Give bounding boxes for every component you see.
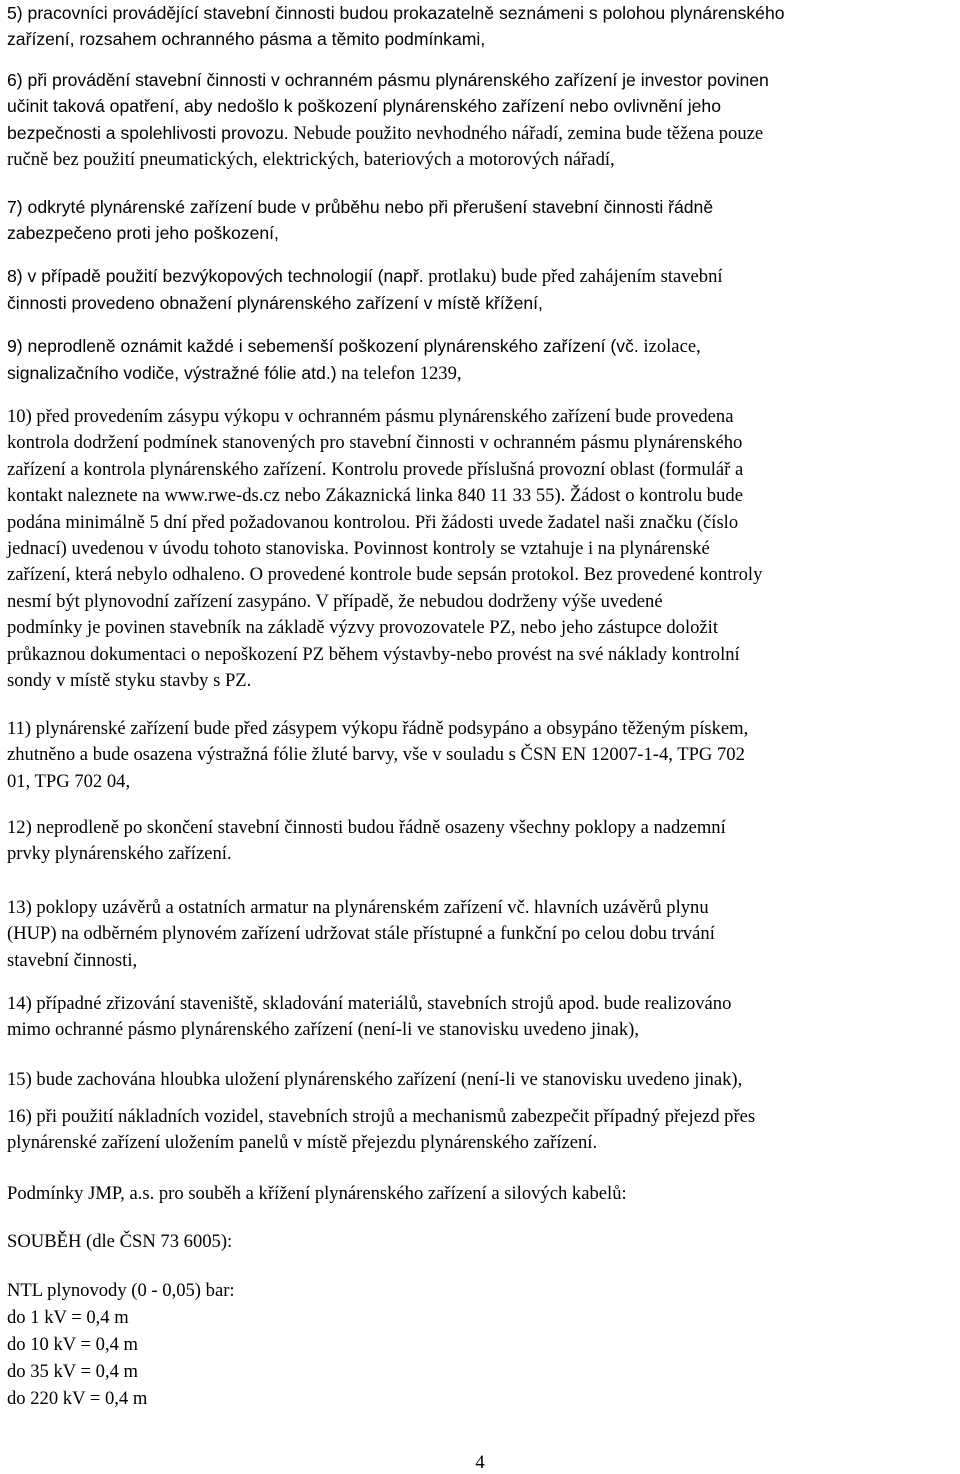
paragraph-line: podmínky je povinen stavebník na základě výzvy provozovatele PZ, nebo jeho zástupce doložit: [7, 617, 719, 639]
paragraph-11: [7, 716, 748, 795]
paragraph-line: zhutněno a bude osazena výstražná fólie žluté barvy, vše v souladu s ČSN EN 12007-1-4, TPG 702: [7, 744, 745, 766]
paragraph-text: na telefon 1239,: [336, 363, 462, 385]
paragraph-14: [7, 991, 731, 1044]
ntl-item: do 1 kV = 0,4 m: [7, 1307, 129, 1328]
paragraph-10: [7, 404, 762, 694]
paragraph-line: plynárenské zařízení uložením panelů v místě přejezdu plynárenského zařízení.: [7, 1132, 598, 1154]
paragraph-line: zařízení, rozsahem ochranného pásma a těmito podmínkami,: [7, 29, 486, 50]
paragraph-line: 6) při provádění stavební činnosti v ochranném pásmu plynárenského zařízení je investor povinen: [7, 70, 769, 90]
paragraph-6: [7, 67, 769, 174]
paragraph-line: 13) poklopy uzávěrů a ostatních armatur na plynárenském zařízení vč. hlavních uzávěrů plynu: [7, 897, 709, 918]
heading-text: SOUBĚH (dle ČSN 73 6005):: [7, 1231, 233, 1252]
paragraph-line: 16) při použití nákladních vozidel, stavebních strojů a mechanismů zabezpečit případný přejezd přes: [7, 1106, 756, 1127]
ntl-item: do 35 kV = 0,4 m: [7, 1361, 139, 1382]
paragraph-text: Nebude použito nevhodného nářadí, zemina bude těžena pouze: [288, 122, 764, 144]
page-number: 4: [475, 1452, 485, 1473]
paragraph-line: 7) odkryté plynárenské zařízení bude v průběhu nebo při přerušení stavební činnosti řádně: [7, 197, 714, 217]
paragraph-line: ručně bez použití pneumatických, elektrických, bateriových a motorových nářadí,: [7, 149, 615, 171]
ntl-item: do 220 kV = 0,4 m: [7, 1388, 148, 1409]
paragraph-line: sondy v místě styku stavby s PZ.: [7, 670, 252, 692]
paragraph-line: 11) plynárenské zařízení bude před zásypem výkopu řádně podsypáno a obsypáno těženým pískem,: [7, 718, 749, 739]
paragraph-line: činnosti provedeno obnažení plynárenského zařízení v místě křížení,: [7, 293, 543, 314]
paragraph-line: učinit taková opatření, aby nedošlo k poškození plynárenského zařízení nebo ovlivnění jeho: [7, 96, 721, 117]
paragraph-text: protlaku) bude před zahájením stavební: [423, 266, 723, 287]
paragraph-line: prvky plynárenského zařízení.: [7, 843, 232, 865]
paragraph-line: 14) případné zřizování staveniště, skladování materiálů, stavebních strojů apod. bude realizováno: [7, 993, 732, 1014]
conditions-heading: [7, 1181, 627, 1207]
paragraph-line: [7, 360, 701, 387]
paragraph-5: [7, 0, 785, 53]
paragraph-line: [7, 333, 701, 360]
paragraph-line: zabezpečeno proti jeho poškození,: [7, 223, 279, 244]
paragraph-15: [7, 1067, 742, 1093]
paragraph-9: [7, 333, 701, 388]
paragraph-line: průkaznou dokumentaci o nepoškození PZ během výstavby-nebo provést na své náklady kontrolní: [7, 643, 740, 665]
paragraph-line: zařízení, která nebylo odhaleno. O provedené kontrole bude sepsán protokol. Bez provedené kontroly: [7, 564, 763, 586]
ntl-block: [7, 1277, 235, 1412]
paragraph-line: stavební činnosti,: [7, 949, 138, 971]
paragraph-line: nesmí být plynovodní zařízení zasypáno. V případě, že nebudou dodrženy výše uvedené: [7, 590, 663, 612]
paragraph-line: (HUP) na odběrném plynovém zařízení udržovat stále přístupné a funkční po celou dobu trvání: [7, 923, 715, 945]
paragraph-line: [7, 120, 769, 147]
paragraph-text: bezpečnosti a spolehlivosti provozu.: [7, 122, 289, 143]
paragraph-line: kontrola dodržení podmínek stanovených pro stavební činnosti v ochranném pásmu plynárenského: [7, 432, 743, 454]
paragraph-line: podána minimálně 5 dní před požadovanou kontrolou. Při žádosti uvede žadatel naši značku (číslo: [7, 511, 739, 533]
paragraph-line: 5) pracovníci provádějící stavební činnosti budou prokazatelně seznámeni s polohou plynárenského: [7, 3, 785, 23]
soubeh-heading: [7, 1229, 232, 1255]
paragraph-7: [7, 194, 713, 247]
paragraph-line: kontakt naleznete na www.rwe-ds.cz nebo Zákaznická linka 840 11 33 55). Žádost o kontrolu bude: [7, 485, 743, 507]
heading-text: Podmínky JMP, a.s. pro souběh a křížení plynárenského zařízení a silových kabelů:: [7, 1183, 627, 1204]
paragraph-8: [7, 263, 723, 317]
paragraph-line: 15) bude zachována hloubka uložení plynárenského zařízení (není-li ve stanovisku uvedeno jinak),: [7, 1069, 743, 1090]
paragraph-12: [7, 815, 726, 868]
paragraph-line: [7, 263, 723, 290]
ntl-heading: NTL plynovody (0 - 0,05) bar:: [7, 1280, 235, 1301]
paragraph-line: 12) neprodleně po skončení stavební činnosti budou řádně osazeny všechny poklopy a nadzemní: [7, 817, 726, 838]
paragraph-16: [7, 1104, 755, 1157]
paragraph-line: jednací) uvedenou v úvodu tohoto stanoviska. Povinnost kontroly se vztahuje i na plynárenské: [7, 538, 710, 560]
paragraph-13: [7, 895, 715, 974]
paragraph-text: 8) v případě použití bezvýkopových technologií (např.: [7, 266, 424, 286]
paragraph-line: 10) před provedením zásypu výkopu v ochranném pásmu plynárenského zařízení bude provedena: [7, 406, 734, 427]
paragraph-text: 9) neprodleně oznámit každé i sebemenší poškození plynárenského zařízení (vč.: [7, 336, 639, 356]
paragraph-text: izolace,: [638, 336, 701, 357]
paragraph-text: signalizačního vodiče, výstražné fólie atd.): [7, 363, 337, 384]
paragraph-line: mimo ochranné pásmo plynárenského zařízení (není-li ve stanovisku uvedeno jinak),: [7, 1019, 639, 1041]
ntl-item: do 10 kV = 0,4 m: [7, 1334, 139, 1355]
paragraph-line: 01, TPG 702 04,: [7, 770, 131, 792]
paragraph-line: zařízení a kontrola plynárenského zařízení. Kontrolu provede příslušná provozní oblast (formulář a: [7, 458, 744, 480]
